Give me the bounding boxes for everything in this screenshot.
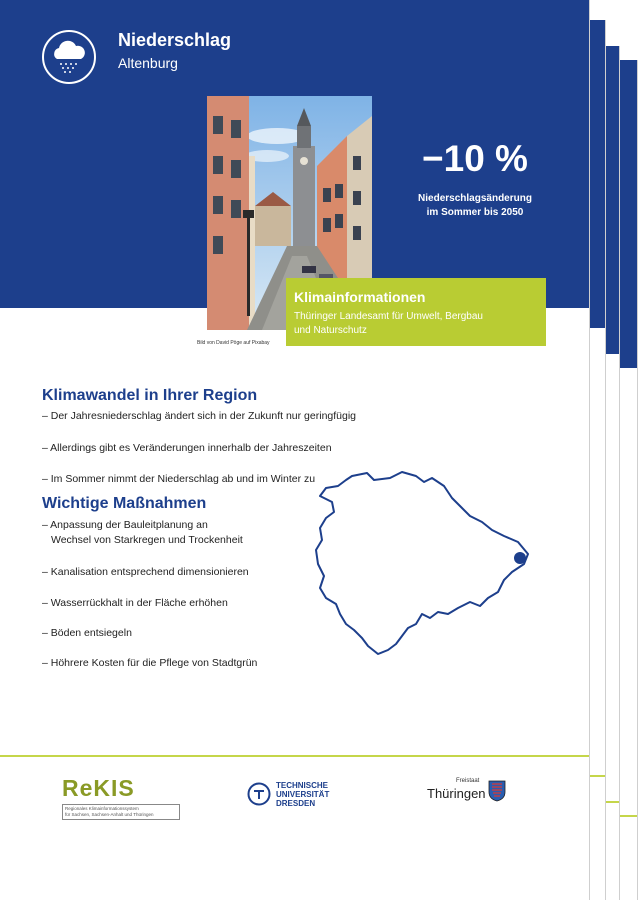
thuringia-map [312, 468, 532, 658]
info-box-title: Klimainformationen [294, 289, 426, 305]
page-title: Niederschlag [118, 30, 232, 50]
rekis-tagline [62, 804, 180, 820]
tud-line2: UNIVERSITÄT [276, 790, 330, 799]
measure-item-continued: Wechsel von Starkregen und Trockenheit [51, 534, 243, 546]
rekis-tagline-line1: Regionales Klimainformationssystem [65, 806, 139, 811]
tud-logo-text [276, 781, 329, 808]
precipitation-change-value: −10 % [422, 138, 528, 179]
info-box-subtitle [294, 310, 534, 338]
photo-credit: Bild von David Pöge auf Pixabay [197, 340, 270, 346]
stat-desc-line2: im Sommer bis 2050 [426, 207, 524, 218]
footer-divider [0, 755, 589, 757]
tud-seal-icon [247, 782, 271, 806]
measures-heading: Wichtige Maßnahmen [42, 495, 207, 512]
precipitation-change-description [395, 192, 555, 220]
info-box [286, 278, 546, 346]
info-sub-line1: Thüringer Landesamt für Umwelt, Bergbau [294, 311, 483, 322]
thuringia-crest-icon [488, 780, 506, 802]
measure-item: – Kanalisation entsprechend dimensionieren [42, 566, 249, 578]
tud-line1: TECHNISCHE [276, 781, 329, 790]
cloud-rain-icon [42, 30, 96, 84]
thuringia-logo-text: Thüringen [427, 786, 486, 801]
measure-item: – Böden entsiegeln [42, 627, 132, 639]
measure-item: – Wasserrückhalt in der Fläche erhöhen [42, 597, 228, 609]
region-item: – Der Jahresniederschlag ändert sich in der Zukunft nur geringfügig [42, 410, 357, 422]
location-subtitle: Altenburg [118, 55, 178, 71]
tud-line3: DRESDEN [276, 799, 316, 808]
region-heading: Klimawandel in Ihrer Region [42, 387, 258, 404]
rekis-tagline-line2: für Sachsen, Sachsen-Anhalt und Thüringen [65, 812, 154, 817]
region-item: – Im Sommer nimmt der Niederschlag ab und im Winter zu [42, 473, 316, 485]
measure-item: – Anpassung der Bauleitplanung an [42, 519, 208, 531]
stat-desc-line1: Niederschlagsänderung [418, 193, 532, 204]
thuringia-label-small: Freistaat [456, 778, 480, 784]
rekis-logo: ReKIS [62, 775, 135, 801]
altenburg-marker [514, 552, 526, 564]
info-sub-line2: und Naturschutz [294, 325, 367, 336]
measure-item: – Höhrere Kosten für die Pflege von Stadtgrün [42, 657, 258, 669]
region-item: – Allerdings gibt es Veränderungen innerhalb der Jahreszeiten [42, 442, 332, 454]
